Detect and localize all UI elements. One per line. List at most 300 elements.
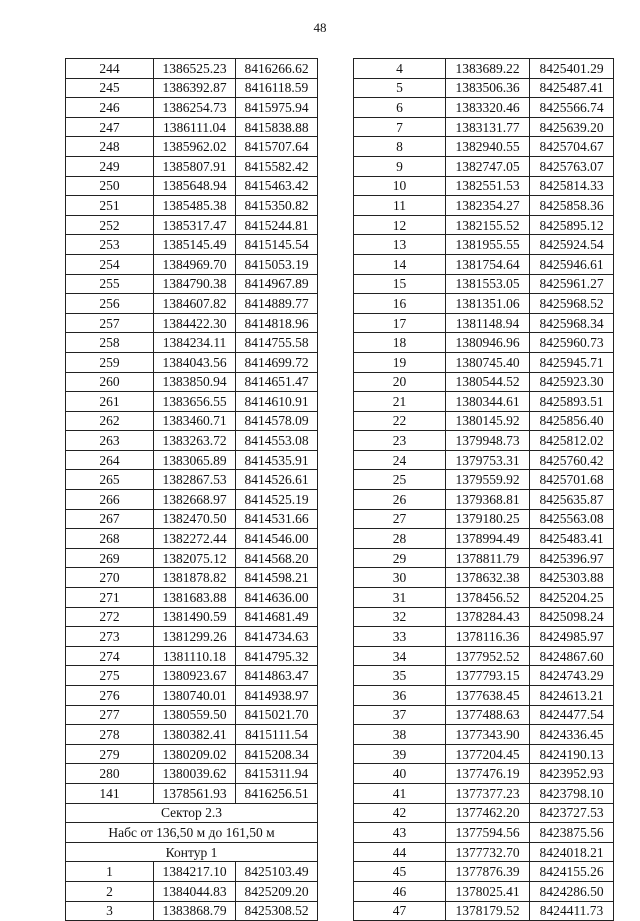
table-row xyxy=(66,333,318,353)
y-coordinate-cell: 8425303.88 xyxy=(530,568,614,588)
x-coordinate-cell: 1386525.23 xyxy=(154,59,236,79)
point-number-cell: 260 xyxy=(66,372,154,392)
point-number-cell: 272 xyxy=(66,607,154,627)
y-coordinate-cell: 8425856.40 xyxy=(530,411,614,431)
x-coordinate-cell: 1379180.25 xyxy=(446,509,530,529)
y-coordinate-cell: 8415350.82 xyxy=(236,196,318,216)
table-row xyxy=(354,392,614,412)
y-coordinate-cell: 8425960.73 xyxy=(530,333,614,353)
left-coordinates-table xyxy=(65,58,318,921)
table-row xyxy=(354,156,614,176)
point-number-cell: 45 xyxy=(354,862,446,882)
x-coordinate-cell: 1380745.40 xyxy=(446,352,530,372)
point-number-cell: 244 xyxy=(66,59,154,79)
x-coordinate-cell: 1378994.49 xyxy=(446,529,530,549)
y-coordinate-cell: 8424190.13 xyxy=(530,744,614,764)
y-coordinate-cell: 8425701.68 xyxy=(530,470,614,490)
left-table-body xyxy=(66,59,318,921)
y-coordinate-cell: 8415707.64 xyxy=(236,137,318,157)
table-row xyxy=(66,274,318,294)
x-coordinate-cell: 1381351.06 xyxy=(446,294,530,314)
y-coordinate-cell: 8415145.54 xyxy=(236,235,318,255)
y-coordinate-cell: 8414967.89 xyxy=(236,274,318,294)
x-coordinate-cell: 1377377.23 xyxy=(446,783,530,803)
point-number-cell: 29 xyxy=(354,548,446,568)
x-coordinate-cell: 1382470.50 xyxy=(154,509,236,529)
x-coordinate-cell: 1378116.36 xyxy=(446,627,530,647)
x-coordinate-cell: 1380923.67 xyxy=(154,666,236,686)
y-coordinate-cell: 8415582.42 xyxy=(236,156,318,176)
table-row xyxy=(354,862,614,882)
table-row xyxy=(66,313,318,333)
point-number-cell: 268 xyxy=(66,529,154,549)
point-number-cell: 8 xyxy=(354,137,446,157)
point-number-cell: 31 xyxy=(354,588,446,608)
point-number-cell: 37 xyxy=(354,705,446,725)
table-row xyxy=(354,823,614,843)
point-number-cell: 21 xyxy=(354,392,446,412)
point-number-cell: 258 xyxy=(66,333,154,353)
y-coordinate-cell: 8416118.59 xyxy=(236,78,318,98)
table-row xyxy=(354,470,614,490)
y-coordinate-cell: 8424155.26 xyxy=(530,862,614,882)
y-coordinate-cell: 8423727.53 xyxy=(530,803,614,823)
x-coordinate-cell: 1383131.77 xyxy=(446,117,530,137)
x-coordinate-cell: 1382940.55 xyxy=(446,137,530,157)
x-coordinate-cell: 1377204.45 xyxy=(446,744,530,764)
point-number-cell: 253 xyxy=(66,235,154,255)
table-row xyxy=(354,411,614,431)
contour-title-row xyxy=(66,842,318,862)
x-coordinate-cell: 1377476.19 xyxy=(446,764,530,784)
x-coordinate-cell: 1383850.94 xyxy=(154,372,236,392)
table-row xyxy=(354,666,614,686)
point-number-cell: 249 xyxy=(66,156,154,176)
y-coordinate-cell: 8414598.21 xyxy=(236,568,318,588)
point-number-cell: 39 xyxy=(354,744,446,764)
y-coordinate-cell: 8425924.54 xyxy=(530,235,614,255)
y-coordinate-cell: 8425635.87 xyxy=(530,490,614,510)
table-row xyxy=(354,509,614,529)
table-row xyxy=(66,568,318,588)
x-coordinate-cell: 1385485.38 xyxy=(154,196,236,216)
table-row xyxy=(354,117,614,137)
table-row xyxy=(66,764,318,784)
point-number-cell: 11 xyxy=(354,196,446,216)
x-coordinate-cell: 1382867.53 xyxy=(154,470,236,490)
x-coordinate-cell: 1383689.22 xyxy=(446,59,530,79)
point-number-cell: 38 xyxy=(354,725,446,745)
x-coordinate-cell: 1384422.30 xyxy=(154,313,236,333)
x-coordinate-cell: 1377343.90 xyxy=(446,725,530,745)
y-coordinate-cell: 8425704.67 xyxy=(530,137,614,157)
table-row xyxy=(354,588,614,608)
table-row xyxy=(66,117,318,137)
table-row xyxy=(354,294,614,314)
point-number-cell: 252 xyxy=(66,215,154,235)
y-coordinate-cell: 8425401.29 xyxy=(530,59,614,79)
depth-range-row xyxy=(66,823,318,843)
table-row xyxy=(354,686,614,706)
point-number-cell: 245 xyxy=(66,78,154,98)
sector-title-row xyxy=(66,803,318,823)
x-coordinate-cell: 1377638.45 xyxy=(446,686,530,706)
x-coordinate-cell: 1378561.93 xyxy=(154,783,236,803)
point-number-cell: 271 xyxy=(66,588,154,608)
point-number-cell: 14 xyxy=(354,254,446,274)
x-coordinate-cell: 1385962.02 xyxy=(154,137,236,157)
point-number-cell: 7 xyxy=(354,117,446,137)
table-row xyxy=(66,548,318,568)
point-number-cell: 266 xyxy=(66,490,154,510)
y-coordinate-cell: 8425563.08 xyxy=(530,509,614,529)
y-coordinate-cell: 8424411.73 xyxy=(530,901,614,921)
point-number-cell: 276 xyxy=(66,686,154,706)
y-coordinate-cell: 8423798.10 xyxy=(530,783,614,803)
point-number-cell: 141 xyxy=(66,783,154,803)
table-row xyxy=(354,196,614,216)
table-row xyxy=(66,666,318,686)
table-row xyxy=(354,627,614,647)
x-coordinate-cell: 1382075.12 xyxy=(154,548,236,568)
x-coordinate-cell: 1384790.38 xyxy=(154,274,236,294)
point-number-cell: 16 xyxy=(354,294,446,314)
y-coordinate-cell: 8414578.09 xyxy=(236,411,318,431)
point-number-cell: 3 xyxy=(66,901,154,921)
y-coordinate-cell: 8414526.61 xyxy=(236,470,318,490)
table-row xyxy=(66,470,318,490)
y-coordinate-cell: 8424018.21 xyxy=(530,842,614,862)
x-coordinate-cell: 1378179.52 xyxy=(446,901,530,921)
x-coordinate-cell: 1381955.55 xyxy=(446,235,530,255)
x-coordinate-cell: 1382747.05 xyxy=(446,156,530,176)
point-number-cell: 28 xyxy=(354,529,446,549)
y-coordinate-cell: 8414863.47 xyxy=(236,666,318,686)
y-coordinate-cell: 8425812.02 xyxy=(530,431,614,451)
point-number-cell: 10 xyxy=(354,176,446,196)
point-number-cell: 270 xyxy=(66,568,154,588)
table-row xyxy=(354,352,614,372)
point-number-cell: 33 xyxy=(354,627,446,647)
x-coordinate-cell: 1378811.79 xyxy=(446,548,530,568)
x-coordinate-cell: 1381683.88 xyxy=(154,588,236,608)
x-coordinate-cell: 1382272.44 xyxy=(154,529,236,549)
table-row xyxy=(354,725,614,745)
page-number: 48 xyxy=(313,20,327,35)
table-row xyxy=(66,372,318,392)
table-row xyxy=(354,137,614,157)
point-number-cell: 279 xyxy=(66,744,154,764)
table-row xyxy=(354,450,614,470)
y-coordinate-cell: 8425566.74 xyxy=(530,98,614,118)
table-row xyxy=(354,254,614,274)
table-row xyxy=(66,235,318,255)
table-row xyxy=(66,705,318,725)
point-number-cell: 247 xyxy=(66,117,154,137)
point-number-cell: 2 xyxy=(66,881,154,901)
x-coordinate-cell: 1384044.83 xyxy=(154,881,236,901)
y-coordinate-cell: 8415244.81 xyxy=(236,215,318,235)
y-coordinate-cell: 8414553.08 xyxy=(236,431,318,451)
x-coordinate-cell: 1377488.63 xyxy=(446,705,530,725)
y-coordinate-cell: 8425968.52 xyxy=(530,294,614,314)
table-row xyxy=(354,431,614,451)
point-number-cell: 41 xyxy=(354,783,446,803)
y-coordinate-cell: 8414818.96 xyxy=(236,313,318,333)
y-coordinate-cell: 8425945.71 xyxy=(530,352,614,372)
x-coordinate-cell: 1381754.64 xyxy=(446,254,530,274)
point-number-cell: 4 xyxy=(354,59,446,79)
y-coordinate-cell: 8415208.34 xyxy=(236,744,318,764)
table-row xyxy=(66,783,318,803)
point-number-cell: 275 xyxy=(66,666,154,686)
y-coordinate-cell: 8425946.61 xyxy=(530,254,614,274)
point-number-cell: 261 xyxy=(66,392,154,412)
y-coordinate-cell: 8415111.54 xyxy=(236,725,318,745)
point-number-cell: 42 xyxy=(354,803,446,823)
point-number-cell: 263 xyxy=(66,431,154,451)
point-number-cell: 277 xyxy=(66,705,154,725)
x-coordinate-cell: 1382551.53 xyxy=(446,176,530,196)
y-coordinate-cell: 8425483.41 xyxy=(530,529,614,549)
point-number-cell: 46 xyxy=(354,881,446,901)
x-coordinate-cell: 1384217.10 xyxy=(154,862,236,882)
point-number-cell: 47 xyxy=(354,901,446,921)
y-coordinate-cell: 8424477.54 xyxy=(530,705,614,725)
x-coordinate-cell: 1379948.73 xyxy=(446,431,530,451)
y-coordinate-cell: 8415463.42 xyxy=(236,176,318,196)
x-coordinate-cell: 1381878.82 xyxy=(154,568,236,588)
y-coordinate-cell: 8416266.62 xyxy=(236,59,318,79)
point-number-cell: 254 xyxy=(66,254,154,274)
x-coordinate-cell: 1379368.81 xyxy=(446,490,530,510)
table-row xyxy=(66,490,318,510)
sector-title: Сектор 2.3 xyxy=(66,803,318,823)
point-number-cell: 30 xyxy=(354,568,446,588)
y-coordinate-cell: 8416256.51 xyxy=(236,783,318,803)
y-coordinate-cell: 8414889.77 xyxy=(236,294,318,314)
table-row xyxy=(354,235,614,255)
table-row xyxy=(66,744,318,764)
point-number-cell: 278 xyxy=(66,725,154,745)
point-number-cell: 255 xyxy=(66,274,154,294)
point-number-cell: 269 xyxy=(66,548,154,568)
table-row xyxy=(354,607,614,627)
point-number-cell: 24 xyxy=(354,450,446,470)
x-coordinate-cell: 1383320.46 xyxy=(446,98,530,118)
table-row xyxy=(354,901,614,921)
table-row xyxy=(66,901,318,921)
y-coordinate-cell: 8424286.50 xyxy=(530,881,614,901)
x-coordinate-cell: 1384607.82 xyxy=(154,294,236,314)
y-coordinate-cell: 8414755.58 xyxy=(236,333,318,353)
y-coordinate-cell: 8414651.47 xyxy=(236,372,318,392)
y-coordinate-cell: 8425923.30 xyxy=(530,372,614,392)
point-number-cell: 26 xyxy=(354,490,446,510)
table-row xyxy=(354,881,614,901)
table-row xyxy=(66,588,318,608)
y-coordinate-cell: 8415021.70 xyxy=(236,705,318,725)
x-coordinate-cell: 1380344.61 xyxy=(446,392,530,412)
table-row xyxy=(354,646,614,666)
x-coordinate-cell: 1378456.52 xyxy=(446,588,530,608)
y-coordinate-cell: 8425639.20 xyxy=(530,117,614,137)
y-coordinate-cell: 8414531.66 xyxy=(236,509,318,529)
x-coordinate-cell: 1384234.11 xyxy=(154,333,236,353)
point-number-cell: 23 xyxy=(354,431,446,451)
table-row xyxy=(354,803,614,823)
table-row xyxy=(66,686,318,706)
y-coordinate-cell: 8423952.93 xyxy=(530,764,614,784)
table-row xyxy=(66,450,318,470)
y-coordinate-cell: 8425103.49 xyxy=(236,862,318,882)
point-number-cell: 20 xyxy=(354,372,446,392)
y-coordinate-cell: 8414546.00 xyxy=(236,529,318,549)
right-coordinates-table xyxy=(353,58,614,921)
y-coordinate-cell: 8425204.25 xyxy=(530,588,614,608)
x-coordinate-cell: 1383460.71 xyxy=(154,411,236,431)
y-coordinate-cell: 8414525.19 xyxy=(236,490,318,510)
table-row xyxy=(66,59,318,79)
y-coordinate-cell: 8424613.21 xyxy=(530,686,614,706)
x-coordinate-cell: 1386392.87 xyxy=(154,78,236,98)
x-coordinate-cell: 1380382.41 xyxy=(154,725,236,745)
table-row xyxy=(66,881,318,901)
table-row xyxy=(354,333,614,353)
table-row xyxy=(354,215,614,235)
table-row xyxy=(66,196,318,216)
point-number-cell: 17 xyxy=(354,313,446,333)
table-row xyxy=(66,862,318,882)
point-number-cell: 262 xyxy=(66,411,154,431)
table-row xyxy=(66,254,318,274)
y-coordinate-cell: 8415838.88 xyxy=(236,117,318,137)
table-row xyxy=(354,568,614,588)
y-coordinate-cell: 8414610.91 xyxy=(236,392,318,412)
x-coordinate-cell: 1383868.79 xyxy=(154,901,236,921)
x-coordinate-cell: 1386254.73 xyxy=(154,98,236,118)
x-coordinate-cell: 1381148.94 xyxy=(446,313,530,333)
point-number-cell: 267 xyxy=(66,509,154,529)
y-coordinate-cell: 8414636.00 xyxy=(236,588,318,608)
y-coordinate-cell: 8425968.34 xyxy=(530,313,614,333)
point-number-cell: 273 xyxy=(66,627,154,647)
table-row xyxy=(66,294,318,314)
x-coordinate-cell: 1380559.50 xyxy=(154,705,236,725)
table-row xyxy=(354,59,614,79)
point-number-cell: 256 xyxy=(66,294,154,314)
point-number-cell: 9 xyxy=(354,156,446,176)
right-table-body xyxy=(354,59,614,921)
x-coordinate-cell: 1385145.49 xyxy=(154,235,236,255)
point-number-cell: 274 xyxy=(66,646,154,666)
x-coordinate-cell: 1381553.05 xyxy=(446,274,530,294)
y-coordinate-cell: 8425209.20 xyxy=(236,881,318,901)
table-row xyxy=(354,744,614,764)
table-row xyxy=(66,646,318,666)
point-number-cell: 5 xyxy=(354,78,446,98)
table-row xyxy=(354,274,614,294)
table-row xyxy=(66,176,318,196)
y-coordinate-cell: 8414535.91 xyxy=(236,450,318,470)
point-number-cell: 34 xyxy=(354,646,446,666)
table-row xyxy=(66,607,318,627)
point-number-cell: 22 xyxy=(354,411,446,431)
point-number-cell: 246 xyxy=(66,98,154,118)
point-number-cell: 18 xyxy=(354,333,446,353)
point-number-cell: 19 xyxy=(354,352,446,372)
x-coordinate-cell: 1381490.59 xyxy=(154,607,236,627)
x-coordinate-cell: 1380039.62 xyxy=(154,764,236,784)
table-row xyxy=(66,627,318,647)
x-coordinate-cell: 1382668.97 xyxy=(154,490,236,510)
table-row xyxy=(354,78,614,98)
y-coordinate-cell: 8425961.27 xyxy=(530,274,614,294)
x-coordinate-cell: 1380145.92 xyxy=(446,411,530,431)
x-coordinate-cell: 1379753.31 xyxy=(446,450,530,470)
point-number-cell: 13 xyxy=(354,235,446,255)
y-coordinate-cell: 8415975.94 xyxy=(236,98,318,118)
table-row xyxy=(66,725,318,745)
table-row xyxy=(354,548,614,568)
x-coordinate-cell: 1377793.15 xyxy=(446,666,530,686)
x-coordinate-cell: 1383263.72 xyxy=(154,431,236,451)
x-coordinate-cell: 1377732.70 xyxy=(446,842,530,862)
x-coordinate-cell: 1381110.18 xyxy=(154,646,236,666)
x-coordinate-cell: 1383506.36 xyxy=(446,78,530,98)
y-coordinate-cell: 8414795.32 xyxy=(236,646,318,666)
x-coordinate-cell: 1380946.96 xyxy=(446,333,530,353)
x-coordinate-cell: 1378632.38 xyxy=(446,568,530,588)
table-row xyxy=(66,215,318,235)
y-coordinate-cell: 8414681.49 xyxy=(236,607,318,627)
x-coordinate-cell: 1383656.55 xyxy=(154,392,236,412)
point-number-cell: 25 xyxy=(354,470,446,490)
y-coordinate-cell: 8414734.63 xyxy=(236,627,318,647)
x-coordinate-cell: 1385807.91 xyxy=(154,156,236,176)
table-row xyxy=(66,529,318,549)
x-coordinate-cell: 1380209.02 xyxy=(154,744,236,764)
table-row xyxy=(354,372,614,392)
table-row xyxy=(66,352,318,372)
point-number-cell: 1 xyxy=(66,862,154,882)
y-coordinate-cell: 8425893.51 xyxy=(530,392,614,412)
y-coordinate-cell: 8425396.97 xyxy=(530,548,614,568)
x-coordinate-cell: 1384969.70 xyxy=(154,254,236,274)
point-number-cell: 27 xyxy=(354,509,446,529)
table-row xyxy=(66,431,318,451)
table-row xyxy=(66,78,318,98)
x-coordinate-cell: 1380740.01 xyxy=(154,686,236,706)
y-coordinate-cell: 8424867.60 xyxy=(530,646,614,666)
x-coordinate-cell: 1385317.47 xyxy=(154,215,236,235)
x-coordinate-cell: 1386111.04 xyxy=(154,117,236,137)
table-row xyxy=(66,137,318,157)
point-number-cell: 32 xyxy=(354,607,446,627)
table-row xyxy=(354,490,614,510)
point-number-cell: 264 xyxy=(66,450,154,470)
contour-title: Контур 1 xyxy=(66,842,318,862)
y-coordinate-cell: 8415311.94 xyxy=(236,764,318,784)
x-coordinate-cell: 1380544.52 xyxy=(446,372,530,392)
point-number-cell: 259 xyxy=(66,352,154,372)
point-number-cell: 43 xyxy=(354,823,446,843)
table-row xyxy=(66,156,318,176)
x-coordinate-cell: 1382354.27 xyxy=(446,196,530,216)
table-row xyxy=(354,176,614,196)
x-coordinate-cell: 1385648.94 xyxy=(154,176,236,196)
x-coordinate-cell: 1381299.26 xyxy=(154,627,236,647)
